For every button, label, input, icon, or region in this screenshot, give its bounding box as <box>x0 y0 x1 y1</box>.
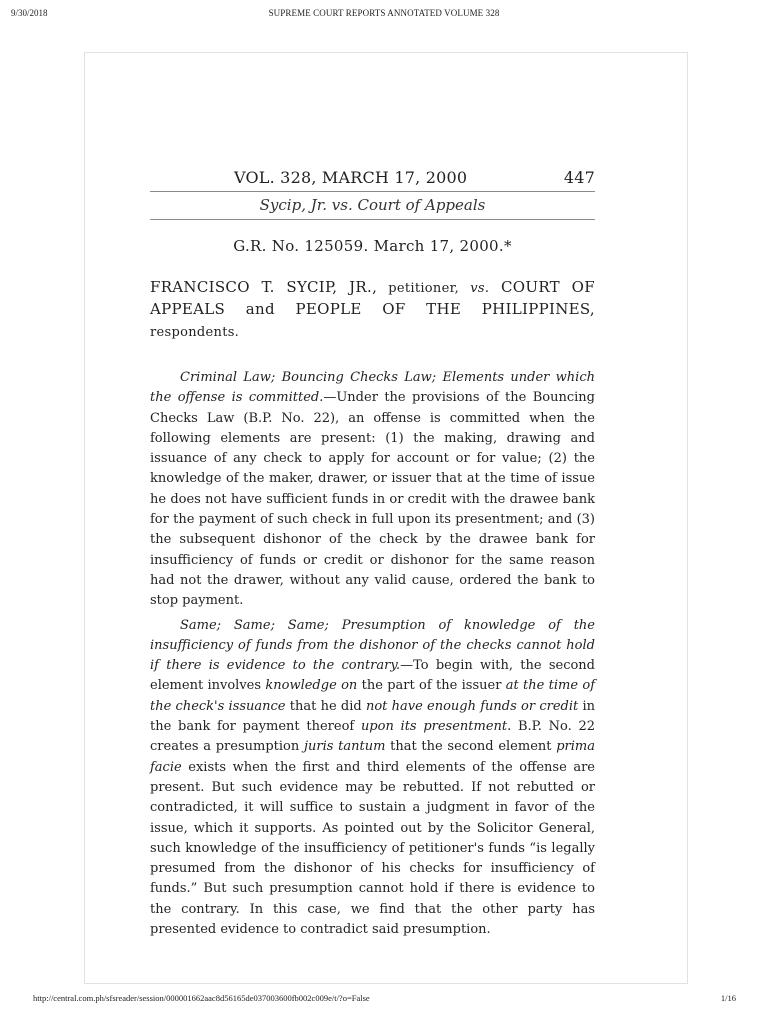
syllabus-emphasis: at the time of the check's issuance <box>150 678 595 714</box>
syllabus-text: that he did <box>285 698 366 714</box>
case-parties <box>150 277 595 343</box>
document-content <box>150 168 595 944</box>
versus: vs. <box>470 281 490 296</box>
syllabus-emphasis: not have enough funds or credit <box>365 698 579 714</box>
syllabus-text: exists when the first and third elements of the offense are present. But such evidence may be rebutted. If not rebutted or contradicted, it will suffice to sustain a judgment in favor of the issue, which it supports. As pointed out by the Solicitor General, such knowledge of the insufficiency of petitioner's funds “is legally presumed from the dishonor of his checks for insufficiency of funds.” But such presumption cannot hold if there is evidence to the contrary. In this case, we find that the other party has presented evidence to contradict said presumption. <box>150 759 595 938</box>
print-date: 9/30/2018 <box>11 8 48 18</box>
syllabus-text: —To begin with, the second element involves <box>150 658 595 694</box>
syllabus-text: in the bank for payment thereof <box>150 698 595 735</box>
petitioner-name: FRANCISCO T. SYCIP, JR., <box>150 278 378 296</box>
syllabus-paragraph <box>150 616 595 941</box>
syllabus-emphasis: prima facie <box>150 739 595 775</box>
volume-date: VOL. 328, MARCH 17, 2000 <box>234 168 468 187</box>
syllabus <box>150 368 595 940</box>
header-rule-bottom <box>150 219 595 220</box>
page-number: 447 <box>563 168 595 187</box>
syllabus-topic: Criminal Law; Bouncing Checks Law; Elements under which the offense is committed. <box>150 370 595 406</box>
respondents-role: respondents. <box>150 325 240 340</box>
syllabus-paragraph <box>150 368 595 612</box>
running-head <box>150 168 595 191</box>
case-short-title: Sycip, Jr. vs. Court of Appeals <box>259 196 486 214</box>
source-url-link[interactable]: http://central.com.ph/sfsreader/session/000001662aac8d56165de037003600fb002c009e/t/?o=False <box>33 993 370 1003</box>
gr-number-line: G.R. No. 125059. March 17, 2000.* <box>233 237 512 255</box>
petitioner-role: petitioner, <box>377 281 471 296</box>
syllabus-emphasis: upon its presentment <box>360 719 508 735</box>
print-title: SUPREME COURT REPORTS ANNOTATED VOLUME 328 <box>268 8 500 18</box>
syllabus-emphasis: juris tantum <box>303 739 386 755</box>
syllabus-text: . B.P. No. 22 creates a presumption <box>150 719 596 755</box>
syllabus-body: —Under the provisions of the Bouncing Checks Law (B.P. No. 22), an offense is committed when the following elements are present: (1) the making, drawing and issuance of any check to apply for account or for value; (2) the knowledge of the maker, drawer, or issuer that at the time of issue he does not have sufficient funds in or credit with the drawee bank for the payment of such check in full upon its presentment; and (3) the subsequent dishonor of the check by the drawee bank for insufficiency of funds or credit or dishonor for the same reason had not the drawer, without any valid cause, ordered the bank to stop payment. <box>150 390 596 609</box>
syllabus-text: the part of the issuer <box>357 678 506 694</box>
print-header <box>0 8 768 22</box>
syllabus-topic: Same; Same; Same; Presumption of knowledge of the insufficiency of funds from the dishonor of the checks cannot hold if there is evidence to the contrary. <box>150 617 595 674</box>
syllabus-text: that the second element <box>385 739 557 755</box>
syllabus-emphasis: knowledge on <box>265 678 358 694</box>
print-page-count: 1/16 <box>720 993 736 1003</box>
respondents-name: COURT OF APPEALS and PEOPLE OF THE PHILIPPINES, <box>150 278 595 318</box>
print-footer <box>0 993 768 1007</box>
